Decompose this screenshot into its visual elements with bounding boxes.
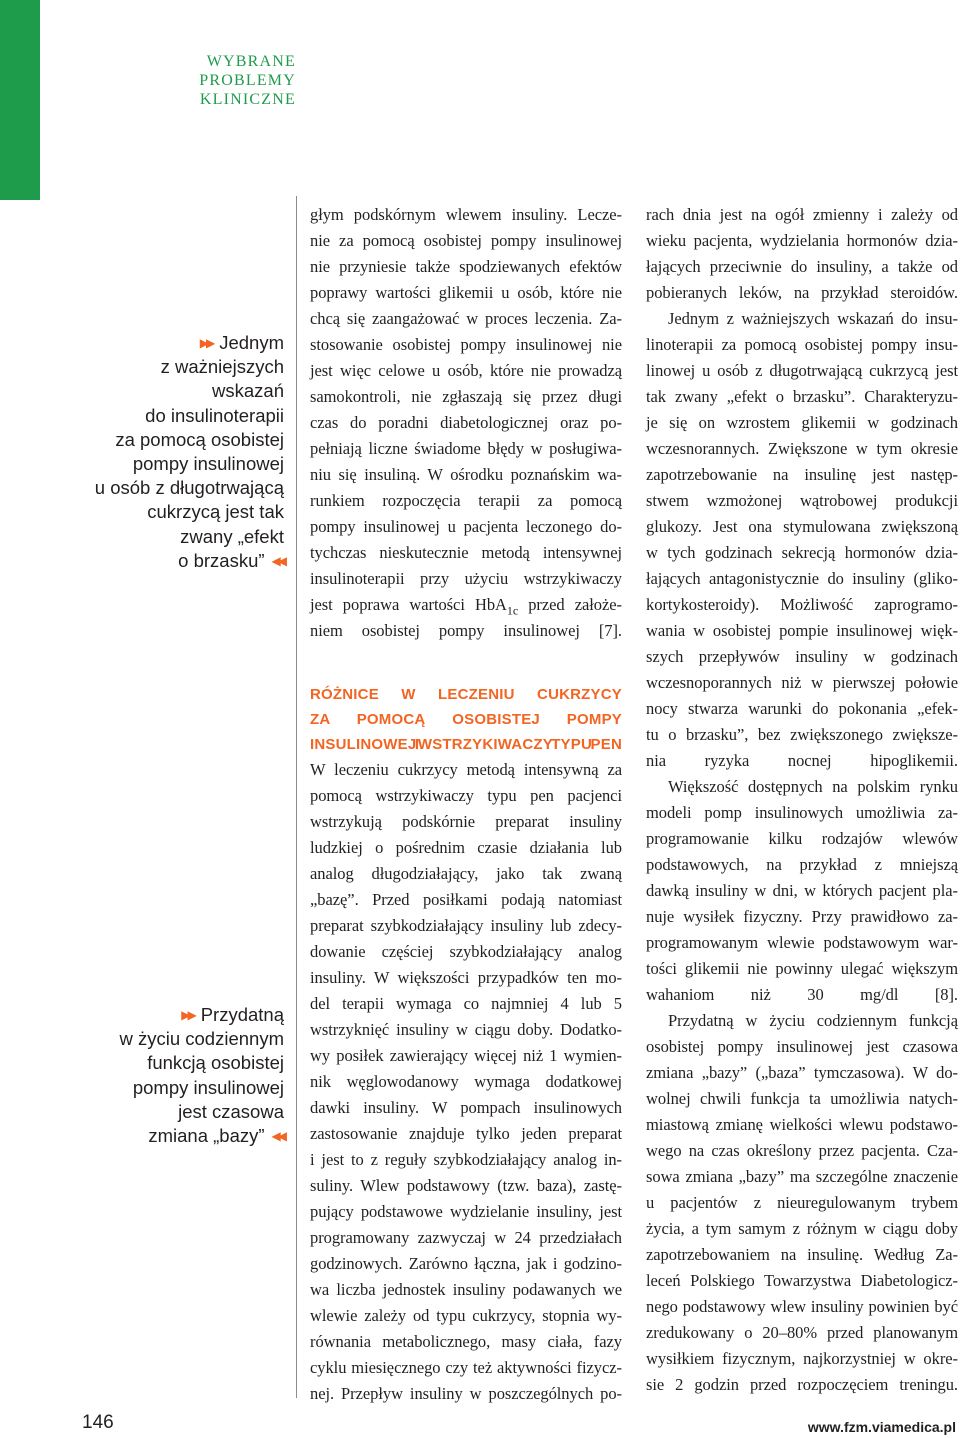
text-line: wy posiłek zawierający więcej niż 1 wymien- (310, 1046, 622, 1065)
text-line: glukozy. Jest ona stymulowana zwiększoną (646, 517, 958, 536)
text-line: zastosowanie znajduje tylko jeden preparat (310, 1124, 622, 1143)
text-line: równania metabolicznego, masy ciała, fazy (310, 1332, 622, 1351)
pull-quote-line: z ważniejszych (160, 356, 284, 378)
text-line: wstrzykują podskórnie preparat insuliny (310, 812, 622, 831)
text-line: zapotrzebowanie na insulinę jest następ- (646, 465, 958, 484)
text-line: podstawowych, na przykład z mniejszą (646, 855, 958, 874)
pull-quote-line: Przydatną (200, 1004, 284, 1025)
text-line: pobieranych leków, na przykład steroidów. (646, 283, 958, 302)
text-line: pełniają liczne świadome błędy w posługiwa- (310, 439, 622, 458)
pull-quote-line: pompy insulinowej (132, 453, 284, 475)
text-line: wysiłkiem fizycznym, najkorzystniej w okre- (646, 1349, 958, 1368)
text-line: kortykosteroidy). Możliwość zaprogramo- (646, 595, 958, 614)
text-line: W leczeniu cukrzycy metodą intensywną za (310, 760, 622, 779)
page-number: 146 (82, 1412, 114, 1433)
text-line: pompy insulinowej u pacjenta leczonego do- (310, 517, 622, 536)
section-label (96, 52, 296, 109)
text-line: wczesnoporannych niż w pierwszej połowie (646, 673, 958, 692)
text-line: Jednym z ważniejszych wskazań do insu- (668, 309, 958, 328)
text-line: programowany zazwyczaj w 24 przedziałach (310, 1228, 622, 1247)
section-label-line: WYBRANE (206, 53, 296, 70)
text-line: zapotrzebowaniem na insulinę. Według Za- (646, 1245, 958, 1264)
section-color-bar (0, 0, 40, 200)
text-line: łających przeciwnie do insuliny, a także od (646, 257, 958, 276)
body-column-2 (646, 202, 958, 1398)
text-line: chcą się zaangażować w proces leczenia. Za- (310, 309, 622, 328)
text-line: czas do poradni diabetologicznej oraz po- (310, 413, 622, 432)
body-paragraph (310, 757, 622, 1407)
text-line: rach dnia jest na ogół zmienny i zależy od (646, 205, 958, 224)
text-line: Większość dostępnych na polskim rynku (668, 777, 958, 796)
text-line: wahaniom niż 30 mg/dl [8]. (646, 985, 958, 1004)
text-line: ludzkiej o pośrednim czasie działania lub (310, 838, 622, 857)
text-line: tak zwany „efekt o brzasku”. Charakteryzu- (646, 387, 958, 406)
text-line: je się on wzrostem glikemii w godzinach (646, 413, 958, 432)
text-line: nego podstawowy wlew insuliny powinien być (646, 1297, 958, 1316)
text-line: osobistej pompy insulinowej jest czasowa (646, 1037, 958, 1056)
text-line: modeli pomp insulinowych umożliwia za- (646, 803, 958, 822)
column-divider (296, 196, 297, 1398)
text-line: nuje wysiłek fizyczny. Przy prawidłowo za- (646, 907, 958, 926)
body-paragraph (646, 1008, 958, 1398)
text-line: wieku pacjenta, wydzielania hormonów dzia- (646, 231, 958, 250)
text-line: nocy stwarza warunki do pokonania „efek- (646, 699, 958, 718)
body-paragraph (646, 306, 958, 774)
heading-line: INSULINOWEJ I WSTRZYKIWACZY TYPU PEN (310, 736, 622, 753)
text-line: cyklu miesięcznego czy też aktywności fizycz- (310, 1358, 622, 1377)
pull-quote-line: zwany „efekt (180, 525, 284, 547)
text-line: w tych godzinach sekrecją hormonów dzia- (646, 543, 958, 562)
text-line: leceń Polskiego Towarzystwa Diabetologicz- (646, 1271, 958, 1290)
double-arrow-left-icon: ◀◀ (271, 1129, 284, 1144)
text-line: wego na czas określony przez pacjenta. Cza- (646, 1141, 958, 1160)
body-paragraph (310, 202, 622, 644)
text-line: i jest to z reguły szybkodziałający analog in- (310, 1150, 622, 1169)
pull-quote-line: funkcją osobistej (147, 1052, 284, 1074)
text-line: wczesnorannych. Zwiększone w tym okresie (646, 439, 958, 458)
text-line: niem osobistej pompy insulinowej [7]. (310, 621, 622, 640)
section-label-line: PROBLEMY (199, 72, 296, 89)
text-line: życia, a tym samym z różnym w ciągu doby (646, 1219, 958, 1238)
text-line: tu o brzasku”, bez zwiększonego zwiększe- (646, 725, 958, 744)
text-line: „bazę”. Przed posiłkami podają natomiast (310, 890, 622, 909)
hba1c-subscript: 1c (506, 603, 519, 618)
text-line: nik węglowodanowy wymaga dodatkowej (310, 1072, 622, 1091)
text-line: preparat szybkodziałający insuliny lub zdecy- (310, 916, 622, 935)
text-line: łających antagonistycznie do insuliny (gliko- (646, 569, 958, 588)
pull-quote-line: za pomocą osobistej (115, 428, 284, 450)
text-line: analog długodziałający, jako tak zwaną (310, 864, 622, 883)
text-line: niu się insuliną. W ośrodku poznańskim wa- (310, 465, 622, 484)
text-line: pomocą wstrzykiwaczy typu pen pacjenci (310, 786, 622, 805)
text-line: Przydatną w życiu codziennym funkcją (668, 1011, 958, 1030)
text-line: poprawy wartości glikemii u osób, które nie (310, 283, 622, 302)
text-line: programowanym wlewie podstawowym war- (646, 933, 958, 952)
text-line: stosowanie osobistej pompy insulinowej nie (310, 335, 622, 354)
text-line: godzinowych. Zarówno łączna, jak i godzino- (310, 1254, 622, 1273)
body-column-1 (310, 202, 622, 1407)
text-line: sowa zmiana „bazy” ma szczególne znaczenie (646, 1167, 958, 1186)
text-line: miastową zmianę wielkości wlewu podstawo- (646, 1115, 958, 1134)
text-line: wstrzyknięć insuliny w ciągu doby. Dodatko- (310, 1020, 622, 1039)
text-line: stwem wzmożonej wątrobowej produkcji (646, 491, 958, 510)
text-line: jest więc celowe u osób, które nie prowadzą (310, 361, 622, 380)
text-line: linowej u osób z długotrwającą cukrzycą jest (646, 361, 958, 380)
pull-quote-dawn-effect (34, 331, 284, 573)
double-arrow-left-icon: ◀◀ (271, 553, 284, 568)
text-line: wania w osobistej pompie insulinowej więk- (646, 621, 958, 640)
text-line: runkiem rozpoczęcia terapii za pomocą (310, 491, 622, 510)
text-line: szych przepływów insuliny w godzinach (646, 647, 958, 666)
text-line: del terapii wymaga co najmniej 4 lub 5 (310, 994, 622, 1013)
body-paragraph (646, 202, 958, 306)
body-paragraph (646, 774, 958, 1008)
text-line: zredukowany o 20–80% przed planowanym (646, 1323, 958, 1342)
pull-quote-line: u osób z długotrwającą (94, 477, 284, 499)
pull-quote-line: pompy insulinowej (132, 1076, 284, 1098)
text-line: wlewie zależy od typu cukrzycy, stopnia wy- (310, 1306, 622, 1325)
pull-quote-line: cukrzycą jest tak (147, 501, 284, 523)
text-line: wolnej chwili funkcja ta umożliwia natych- (646, 1089, 958, 1108)
pull-quote-line: jest czasowa (178, 1100, 284, 1122)
heading-line: ZA POMOCĄ OSOBISTEJ POMPY (310, 711, 622, 728)
text-line: u pacjentów z nieuregulowanym trybem (646, 1193, 958, 1212)
pull-quote-temporary-basal (34, 1003, 284, 1148)
text-line: tości glikemii nie powinny ulegać większym (646, 959, 958, 978)
journal-url[interactable]: www.fzm.viamedica.pl (807, 1419, 956, 1435)
text-line: nia ryzyka nocnej hipoglikemii. (646, 751, 958, 770)
text-line: dawki insuliny. W pompach insulinowych (310, 1098, 622, 1117)
pull-quote-line: Jednym (219, 332, 284, 353)
text-line: pujący podstawowe wydzielanie insuliny, jest (310, 1202, 622, 1221)
section-label-line: KLINICZNE (199, 91, 296, 108)
text-line: dawką insuliny w dni, w których pacjent pla- (646, 881, 958, 900)
pull-quote-line: o brzasku” (178, 549, 265, 571)
text-line: insuliny. W większości przypadków ten mo- (310, 968, 622, 987)
pull-quote-line: w życiu codziennym (119, 1028, 284, 1050)
text-line: wa liczba jednostek insuliny podawanych we (310, 1280, 622, 1299)
text-line: zmiana „bazy” („baza” tymczasowa). W do- (646, 1063, 958, 1082)
text-line: dowanie częściej szybkodziałający analog (310, 942, 622, 961)
text-line: suliny. Wlew podstawowy (tzw. baza), zastę- (310, 1176, 622, 1195)
text-line: programowanie kilku rodzajów wlewów (646, 829, 958, 848)
text-line: nie przyniesie także spodziewanych efektów (310, 257, 622, 276)
text-line: tychczas nieskutecznie metodą intensywnej (310, 543, 622, 562)
text-line: sie 2 godzin przed rozpoczęciem treningu. (646, 1375, 958, 1394)
text-line: nej. Przepływ insuliny w poszczególnych po- (310, 1384, 622, 1403)
heading-line: RÓŻNICE W LECZENIU CUKRZYCY (310, 686, 622, 703)
double-arrow-right-icon: ▶▶ (181, 1008, 194, 1022)
text-line: nie za pomocą osobistej pompy insulinowej (310, 231, 622, 250)
text-line: insulinoterapii przy użyciu wstrzykiwaczy (310, 569, 622, 588)
pull-quote-line: do insulinoterapii (145, 404, 284, 426)
double-arrow-right-icon: ▶▶ (199, 336, 213, 350)
pull-quote-line: zmiana „bazy” (148, 1125, 265, 1147)
text-line: linoterapii za pomocą osobistej pompy insu- (646, 335, 958, 354)
text-line: jest poprawa wartości HbA$_{1c}$ przed założe- (310, 595, 622, 618)
section-heading (310, 682, 622, 757)
text-line: głym podskórnym wlewem insuliny. Lecze- (310, 205, 622, 224)
text-line: samokontroli, nie zgłaszają się przez długi (310, 387, 622, 406)
pull-quote-line: wskazań (212, 380, 284, 402)
